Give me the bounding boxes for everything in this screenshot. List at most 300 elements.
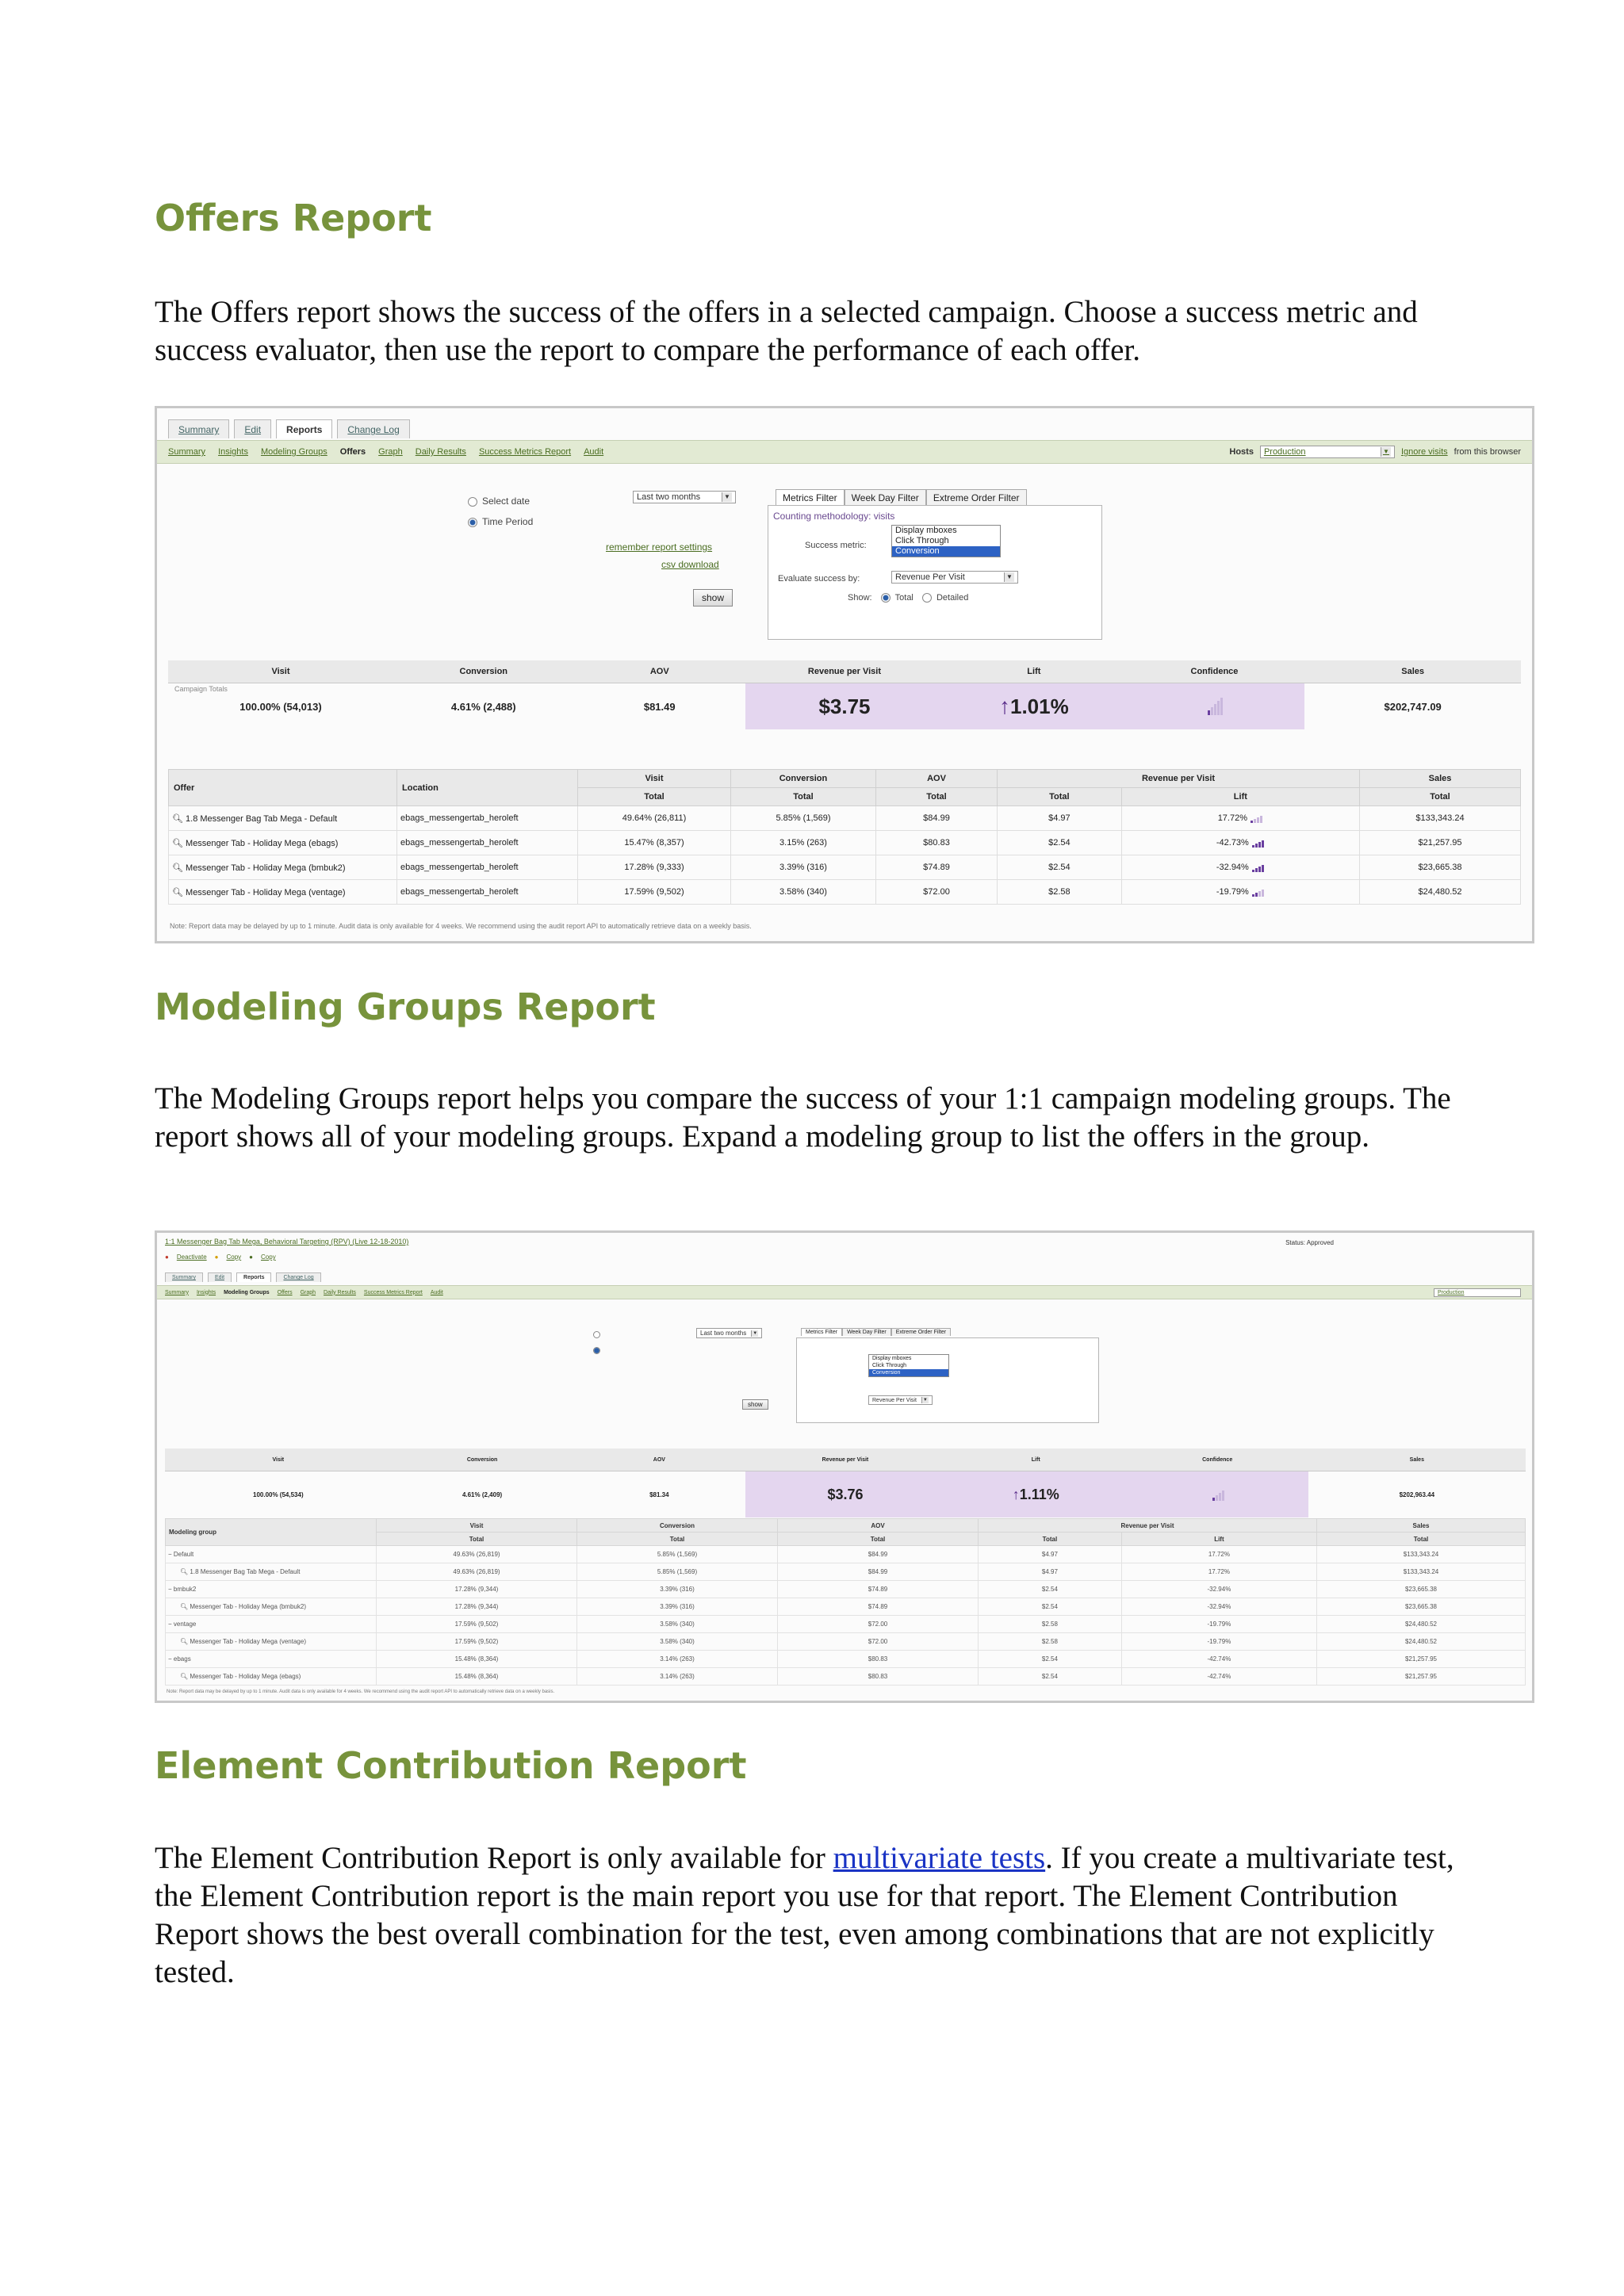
metrics-filter-panel <box>796 1337 1099 1423</box>
select-date-label: Select date <box>482 496 530 507</box>
sales-cell: $21,257.95 <box>1317 1668 1526 1686</box>
subnav-summary[interactable]: Summary <box>168 447 206 457</box>
magnifier-icon: 🔍︎ <box>172 863 183 873</box>
arrow-up-icon: ↑ <box>998 694 1010 718</box>
confidence-bars-icon <box>1212 1489 1225 1501</box>
table-row <box>169 855 1521 880</box>
offer-name: Messenger Tab - Holiday Mega (ventage) <box>186 887 346 897</box>
rpv-cell: $2.54 <box>998 855 1122 880</box>
success-option-selected[interactable]: Conversion <box>892 546 1000 557</box>
modeling-detail-table <box>165 1518 1526 1686</box>
tab-week-day-filter[interactable]: Week Day Filter <box>842 1328 891 1336</box>
subnav-success-metrics[interactable]: Success Metrics Report <box>478 447 572 457</box>
time-period-option[interactable] <box>468 516 533 527</box>
tab-change-log[interactable]: Change Log <box>337 419 409 438</box>
conversion-cell: 3.58% (340) <box>577 1633 778 1651</box>
group-name: Default <box>173 1551 194 1558</box>
summary-visit <box>168 683 393 730</box>
summary-conversion: 4.61% (2,488) <box>450 700 516 713</box>
success-metric-list[interactable] <box>891 525 1001 557</box>
visit-cell: 17.28% (9,344) <box>377 1598 577 1616</box>
conversion-cell: 3.39% (316) <box>577 1598 778 1616</box>
visit-cell: 15.48% (8,364) <box>377 1668 577 1686</box>
visit-cell: 17.59% (9,502) <box>377 1633 577 1651</box>
success-option[interactable]: Click Through <box>895 536 949 545</box>
col-aov: AOV <box>573 1448 746 1471</box>
table-row[interactable] <box>166 1581 1526 1598</box>
evaluate-select-value: Revenue Per Visit <box>895 572 965 582</box>
subnav-graph[interactable]: Graph <box>300 1289 316 1295</box>
tab-summary[interactable]: Summary <box>168 419 229 438</box>
chevron-down-icon: ▼ <box>722 492 732 502</box>
aov-cell: $84.99 <box>778 1546 979 1563</box>
tab-edit[interactable]: Edit <box>208 1272 232 1282</box>
summary-conversion: 4.61% (2,409) <box>462 1490 503 1498</box>
tab-extreme-order-filter[interactable]: Extreme Order Filter <box>891 1328 951 1336</box>
subcol-lift: Lift <box>1121 788 1359 806</box>
table-row <box>166 1563 1526 1581</box>
offers-report-description: The Offers report shows the success of the offers in a selected campaign. Choose a success metric and success evaluator, then use the report to compare the performance of each offer. <box>155 295 1418 367</box>
chevron-down-icon: ▼ <box>1381 447 1391 457</box>
offer-cell[interactable] <box>166 1598 377 1616</box>
copy-icon: ● <box>214 1253 219 1261</box>
location-cell: ebags_messengertab_heroleft <box>397 831 578 855</box>
show-button[interactable]: show <box>742 1399 768 1410</box>
show-detailed-label: Detailed <box>936 593 969 603</box>
subcol-total: Total <box>577 1533 778 1546</box>
aov-cell: $80.83 <box>778 1668 979 1686</box>
table-row <box>166 1668 1526 1686</box>
modeling-groups-description: The Modeling Groups report helps you compare the success of your 1:1 campaign modeling groups. The report shows all of your modeling groups. Expand a modeling group to list the offers in the group. <box>155 1081 1451 1154</box>
summary-aov: $81.34 <box>649 1490 669 1498</box>
rpv-cell: $2.54 <box>979 1581 1122 1598</box>
rpv-cell: $4.97 <box>998 806 1122 831</box>
visit-cell: 17.28% (9,344) <box>377 1581 577 1598</box>
subnav-insights[interactable]: Insights <box>196 1289 216 1295</box>
col-conversion: Conversion <box>577 1519 778 1533</box>
expand-icon: − <box>168 1586 172 1593</box>
lift-cell: -42.74% <box>1121 1668 1316 1686</box>
conversion-cell: 3.14% (263) <box>577 1668 778 1686</box>
aov-cell: $80.83 <box>778 1651 979 1668</box>
offer-cell[interactable] <box>169 831 397 855</box>
conversion-cell: 5.85% (1,569) <box>577 1546 778 1563</box>
period-select-value: Last two months <box>637 492 701 502</box>
period-select[interactable] <box>696 1328 762 1338</box>
subnav-modeling-groups[interactable]: Modeling Groups <box>260 447 327 457</box>
report-subnav <box>157 440 1532 464</box>
col-offer: Offer <box>169 770 397 806</box>
expand-icon: − <box>168 1551 172 1558</box>
rpv-cell: $2.58 <box>979 1616 1122 1633</box>
copy-link[interactable]: Copy <box>226 1253 242 1261</box>
success-option[interactable]: Display mboxes <box>872 1356 912 1361</box>
table-row <box>169 880 1521 905</box>
subnav-success-metrics[interactable]: Success Metrics Report <box>363 1289 423 1295</box>
conversion-cell: 5.85% (1,569) <box>731 806 876 831</box>
element-contribution-description <box>155 1839 1487 1992</box>
table-row <box>169 831 1521 855</box>
rpv-cell: $2.54 <box>979 1598 1122 1616</box>
group-name: bmbuk2 <box>173 1586 197 1593</box>
summary-confidence <box>1124 683 1305 730</box>
show-total-label: Total <box>894 593 914 603</box>
conversion-cell: 3.58% (340) <box>577 1616 778 1633</box>
lift-cell: -19.79% <box>1121 1616 1316 1633</box>
col-sales: Sales <box>1317 1519 1526 1533</box>
subnav-audit[interactable]: Audit <box>430 1289 443 1295</box>
sales-cell: $23,665.38 <box>1360 855 1521 880</box>
subcol-total: Total <box>979 1533 1122 1546</box>
group-name: ebags <box>173 1655 191 1663</box>
conversion-cell: 3.39% (316) <box>731 855 876 880</box>
report-note: Note: Report data may be delayed by up to 1 minute. Audit data is only available for 4 weeks. We recommend using the audit report API to automatically retrieve data on a weekly basis. <box>170 922 752 930</box>
lift-value: -32.94% <box>1216 862 1249 872</box>
summary-sales: $202,747.09 <box>1384 700 1442 713</box>
lift-value: 17.72% <box>1217 813 1247 823</box>
evaluate-select[interactable] <box>868 1395 933 1405</box>
magnifier-icon: 🔍︎ <box>180 1603 189 1610</box>
chevron-down-icon: ▼ <box>1004 572 1014 582</box>
subnav-summary[interactable]: Summary <box>165 1289 189 1295</box>
subnav-daily-results[interactable]: Daily Results <box>415 447 466 457</box>
location-cell: ebags_messengertab_heroleft <box>397 855 578 880</box>
lift-cell: -32.94% <box>1121 1598 1316 1616</box>
group-cell[interactable] <box>166 1616 377 1633</box>
magnifier-icon: 🔍︎ <box>180 1673 189 1680</box>
time-period-option[interactable] <box>593 1347 605 1354</box>
hosts-select-value: Production <box>1263 447 1306 457</box>
offer-cell[interactable] <box>169 855 397 880</box>
table-row <box>166 1598 1526 1616</box>
offer-name: 1.8 Messenger Bag Tab Mega - Default <box>190 1568 301 1575</box>
visit-cell: 15.48% (8,364) <box>377 1651 577 1668</box>
confidence-bars-icon <box>1252 887 1265 897</box>
copy-link-alt[interactable]: Copy <box>261 1253 276 1261</box>
col-revenue-per-visit: Revenue per Visit <box>745 660 944 683</box>
subnav-offers[interactable]: Offers <box>277 1289 293 1295</box>
col-sales: Sales <box>1308 1448 1526 1471</box>
offer-cell[interactable] <box>169 880 397 905</box>
tab-reports[interactable]: Reports <box>276 419 332 438</box>
success-option-selected[interactable]: Conversion <box>869 1369 948 1376</box>
visit-cell: 17.59% (9,502) <box>377 1616 577 1633</box>
tab-reports[interactable]: Reports <box>236 1272 271 1282</box>
col-confidence: Confidence <box>1124 660 1305 683</box>
sales-cell: $23,665.38 <box>1317 1598 1526 1616</box>
tab-metrics-filter[interactable]: Metrics Filter <box>776 489 845 506</box>
expand-icon: − <box>168 1621 172 1628</box>
col-aov: AOV <box>574 660 745 683</box>
sales-cell: $133,343.24 <box>1317 1546 1526 1563</box>
col-aov: AOV <box>778 1519 979 1533</box>
visit-cell: 17.28% (9,333) <box>578 855 731 880</box>
summary-confidence <box>1127 1471 1308 1518</box>
aov-cell: $84.99 <box>778 1563 979 1581</box>
campaign-totals-label: Campaign Totals <box>174 685 228 693</box>
col-sales: Sales <box>1304 660 1521 683</box>
offer-name: Messenger Tab - Holiday Mega (ventage) <box>190 1638 306 1645</box>
summary-aov: $81.49 <box>643 700 676 713</box>
location-cell: ebags_messengertab_heroleft <box>397 880 578 905</box>
sales-cell: $24,480.52 <box>1317 1633 1526 1651</box>
deactivate-icon: ● <box>165 1253 169 1261</box>
summary-rpv: $3.75 <box>745 683 944 730</box>
report-note: Note: Report data may be delayed by up to 1 minute. Audit data is only available for 4 weeks. We recommend using the audit report API to automatically retrieve data on a weekly basis. <box>167 1689 555 1694</box>
magnifier-icon: 🔍︎ <box>172 887 183 897</box>
col-revenue-per-visit: Revenue per Visit <box>745 1448 945 1471</box>
visit-cell: 17.59% (9,502) <box>578 880 731 905</box>
radio-selected-icon[interactable] <box>881 593 891 603</box>
report-subnav <box>157 1285 1532 1299</box>
offer-cell[interactable] <box>169 806 397 831</box>
lift-cell: 17.72% <box>1121 1546 1316 1563</box>
sales-cell: $133,343.24 <box>1360 806 1521 831</box>
select-date-option[interactable] <box>468 496 530 507</box>
hosts-select[interactable]: Production <box>1434 1288 1521 1297</box>
lift-value: -19.79% <box>1216 886 1249 897</box>
col-visit: Visit <box>377 1519 577 1533</box>
sales-cell: $24,480.52 <box>1360 880 1521 905</box>
remember-settings-link[interactable]: remember report settings <box>606 541 713 553</box>
group-cell[interactable] <box>166 1651 377 1668</box>
evaluate-select-value: Revenue Per Visit <box>872 1397 917 1403</box>
summary-visit: 100.00% (54,534) <box>253 1490 304 1498</box>
radio-icon <box>593 1331 600 1338</box>
subnav-audit[interactable]: Audit <box>584 447 604 457</box>
summary-lift-value: 1.11% <box>1019 1486 1059 1502</box>
aov-cell: $72.00 <box>778 1633 979 1651</box>
subnav-graph[interactable]: Graph <box>378 447 403 457</box>
tab-edit[interactable]: Edit <box>234 419 271 438</box>
col-aov: AOV <box>876 770 998 788</box>
success-metric-label: Success metric: <box>805 541 867 550</box>
multivariate-tests-link[interactable]: multivariate tests <box>833 1841 1046 1875</box>
radio-icon[interactable] <box>922 593 932 603</box>
success-option[interactable]: Display mboxes <box>895 526 957 535</box>
hosts-control <box>1229 446 1532 458</box>
magnifier-icon: 🔍︎ <box>172 813 183 824</box>
aov-cell: $84.99 <box>876 806 998 831</box>
success-option[interactable]: Click Through <box>872 1363 907 1368</box>
aov-cell: $74.89 <box>876 855 998 880</box>
success-metric-list[interactable] <box>868 1354 949 1377</box>
modeling-summary-table <box>165 1448 1526 1517</box>
rpv-cell: $2.54 <box>979 1668 1122 1686</box>
subcol-total: Total <box>1317 1533 1526 1546</box>
summary-lift-value: 1.01% <box>1009 695 1069 718</box>
lift-value: -42.73% <box>1216 837 1249 848</box>
col-visit: Visit <box>168 660 393 683</box>
metrics-filter-panel <box>768 505 1102 640</box>
filter-tabs <box>776 489 1027 506</box>
table-row <box>169 806 1521 831</box>
subnav-daily-results[interactable]: Daily Results <box>324 1289 356 1295</box>
rpv-cell: $2.54 <box>979 1651 1122 1668</box>
col-lift: Lift <box>945 1448 1127 1471</box>
show-options <box>848 593 968 603</box>
confidence-bars-icon <box>1252 863 1265 872</box>
time-period-label: Time Period <box>482 516 534 527</box>
offers-detail-table <box>168 769 1521 905</box>
offer-name: Messenger Tab - Holiday Mega (ebags) <box>190 1673 301 1680</box>
conversion-cell: 3.15% (263) <box>731 831 876 855</box>
subnav-insights[interactable]: Insights <box>218 447 248 457</box>
magnifier-icon: 🔍︎ <box>180 1568 189 1575</box>
col-conversion: Conversion <box>731 770 876 788</box>
lift-cell <box>1121 831 1359 855</box>
confidence-bars-icon <box>1252 838 1265 848</box>
tab-extreme-order-filter[interactable]: Extreme Order Filter <box>926 489 1027 506</box>
csv-download-link[interactable]: csv download <box>661 559 719 570</box>
subcol-total: Total <box>876 788 998 806</box>
hosts-control <box>1434 1288 1532 1297</box>
campaign-status: Status: Approved <box>1285 1239 1334 1246</box>
visit-cell: 49.64% (26,811) <box>578 806 731 831</box>
col-lift: Lift <box>944 660 1124 683</box>
col-visit: Visit <box>578 770 731 788</box>
conversion-cell: 3.14% (263) <box>577 1651 778 1668</box>
conversion-cell: 3.58% (340) <box>731 880 876 905</box>
counting-methodology: Counting methodology: visits <box>773 511 895 522</box>
lift-cell <box>1121 855 1359 880</box>
col-conversion: Conversion <box>392 1448 573 1471</box>
magnifier-icon: 🔍︎ <box>172 838 183 848</box>
offers-summary-table <box>168 660 1521 729</box>
element-contribution-heading: Element Contribution Report <box>155 1744 747 1787</box>
sales-cell: $21,257.95 <box>1317 1651 1526 1668</box>
confidence-bars-icon <box>1208 698 1224 715</box>
offer-name: Messenger Tab - Holiday Mega (bmbuk2) <box>190 1603 306 1610</box>
subcol-total: Total <box>998 788 1122 806</box>
aov-cell: $74.89 <box>778 1581 979 1598</box>
table-row[interactable] <box>166 1616 1526 1633</box>
radio-selected-icon <box>468 518 477 527</box>
sales-cell: $21,257.95 <box>1360 831 1521 855</box>
ignore-visits-link[interactable]: Ignore visits <box>1400 447 1448 457</box>
offers-report-heading: Offers Report <box>155 197 432 239</box>
radio-icon <box>468 497 477 507</box>
offer-cell[interactable] <box>166 1668 377 1686</box>
summary-sales: $202,963.44 <box>1399 1490 1435 1498</box>
col-revenue-per-visit: Revenue per Visit <box>979 1519 1317 1533</box>
sales-cell: $23,665.38 <box>1317 1581 1526 1598</box>
show-label: Show: <box>848 593 872 603</box>
copy-icon: ● <box>249 1253 254 1261</box>
offers-report-screenshot <box>155 406 1534 943</box>
modeling-groups-heading: Modeling Groups Report <box>155 985 656 1028</box>
aov-cell: $72.00 <box>778 1616 979 1633</box>
subnav-modeling-groups[interactable]: Modeling Groups <box>224 1289 270 1295</box>
rpv-cell: $2.58 <box>998 880 1122 905</box>
rpv-cell: $4.97 <box>979 1563 1122 1581</box>
group-cell[interactable] <box>166 1546 377 1563</box>
period-select[interactable] <box>633 491 736 503</box>
visit-cell: 49.63% (26,819) <box>377 1563 577 1581</box>
aov-cell: $72.00 <box>876 880 998 905</box>
col-revenue-per-visit: Revenue per Visit <box>998 770 1360 788</box>
report-tabs <box>168 419 410 438</box>
subcol-total: Total <box>1360 788 1521 806</box>
element-text-after: . If you create a multivariate test, the Element Contribution report is the main report you use for that report. The Element Contribution Report shows the best overall combination for the test, even among combinations that are not explicitly tested. <box>155 1841 1454 1989</box>
report-tabs <box>165 1272 321 1282</box>
table-row[interactable] <box>166 1546 1526 1563</box>
lift-cell <box>1121 880 1359 905</box>
tab-change-log[interactable]: Change Log <box>276 1272 320 1282</box>
col-location: Location <box>397 770 578 806</box>
show-button[interactable]: show <box>693 589 733 607</box>
aov-cell: $80.83 <box>876 831 998 855</box>
select-date-option[interactable] <box>593 1331 605 1338</box>
aov-cell: $74.89 <box>778 1598 979 1616</box>
visit-cell: 49.63% (26,819) <box>377 1546 577 1563</box>
rpv-cell: $2.58 <box>979 1633 1122 1651</box>
arrow-up-icon: ↑ <box>1012 1486 1020 1502</box>
tab-week-day-filter[interactable]: Week Day Filter <box>845 489 926 506</box>
hosts-label: Hosts <box>1229 447 1254 457</box>
modeling-groups-screenshot <box>155 1230 1534 1703</box>
evaluate-label: Evaluate success by: <box>778 574 860 584</box>
confidence-bars-icon <box>1251 813 1263 823</box>
col-sales: Sales <box>1360 770 1521 788</box>
lift-cell: -19.79% <box>1121 1633 1316 1651</box>
chevron-down-icon: ▼ <box>921 1397 929 1403</box>
col-modeling-group: Modeling group <box>166 1519 377 1546</box>
ignore-visits-suffix: from this browser <box>1454 447 1521 457</box>
subcol-total: Total <box>778 1533 979 1546</box>
summary-visit-value: 100.00% (54,013) <box>239 700 322 713</box>
conversion-cell: 3.39% (316) <box>577 1581 778 1598</box>
subcol-total: Total <box>377 1533 577 1546</box>
tab-metrics-filter[interactable]: Metrics Filter <box>801 1328 842 1336</box>
deactivate-link[interactable]: Deactivate <box>176 1253 207 1261</box>
offer-name: 1.8 Messenger Bag Tab Mega - Default <box>186 813 338 824</box>
sales-cell: $133,343.24 <box>1317 1563 1526 1581</box>
subnav-offers[interactable]: Offers <box>339 447 366 457</box>
group-cell[interactable] <box>166 1581 377 1598</box>
lift-cell: -42.74% <box>1121 1651 1316 1668</box>
summary-lift <box>945 1471 1127 1518</box>
group-name: ventage <box>173 1621 197 1628</box>
radio-selected-icon <box>593 1347 600 1354</box>
rpv-cell: $4.97 <box>979 1546 1122 1563</box>
hosts-select[interactable] <box>1260 446 1395 458</box>
visit-cell: 15.47% (8,357) <box>578 831 731 855</box>
evaluate-select[interactable] <box>891 571 1018 584</box>
sales-cell: $24,480.52 <box>1317 1616 1526 1633</box>
campaign-title: 1:1 Messenger Bag Tab Mega, Behavioral Targeting (RPV) (Live 12-18-2010) <box>165 1238 409 1246</box>
rpv-cell: $2.54 <box>998 831 1122 855</box>
chevron-down-icon: ▼ <box>751 1330 758 1337</box>
offer-cell[interactable] <box>166 1563 377 1581</box>
col-visit: Visit <box>165 1448 392 1471</box>
lift-cell: -32.94% <box>1121 1581 1316 1598</box>
subcol-lift: Lift <box>1121 1533 1316 1546</box>
magnifier-icon: 🔍︎ <box>180 1638 189 1645</box>
col-conversion: Conversion <box>393 660 574 683</box>
table-row[interactable] <box>166 1651 1526 1668</box>
summary-rpv: $3.76 <box>745 1471 945 1518</box>
location-cell: ebags_messengertab_heroleft <box>397 806 578 831</box>
tab-summary[interactable]: Summary <box>165 1272 203 1282</box>
element-text-before: The Element Contribution Report is only available for <box>155 1841 833 1875</box>
summary-lift <box>944 683 1124 730</box>
conversion-cell: 5.85% (1,569) <box>577 1563 778 1581</box>
subcol-total: Total <box>578 788 731 806</box>
filter-tabs <box>801 1328 951 1336</box>
offer-cell[interactable] <box>166 1633 377 1651</box>
offer-name: Messenger Tab - Holiday Mega (ebags) <box>186 838 339 848</box>
